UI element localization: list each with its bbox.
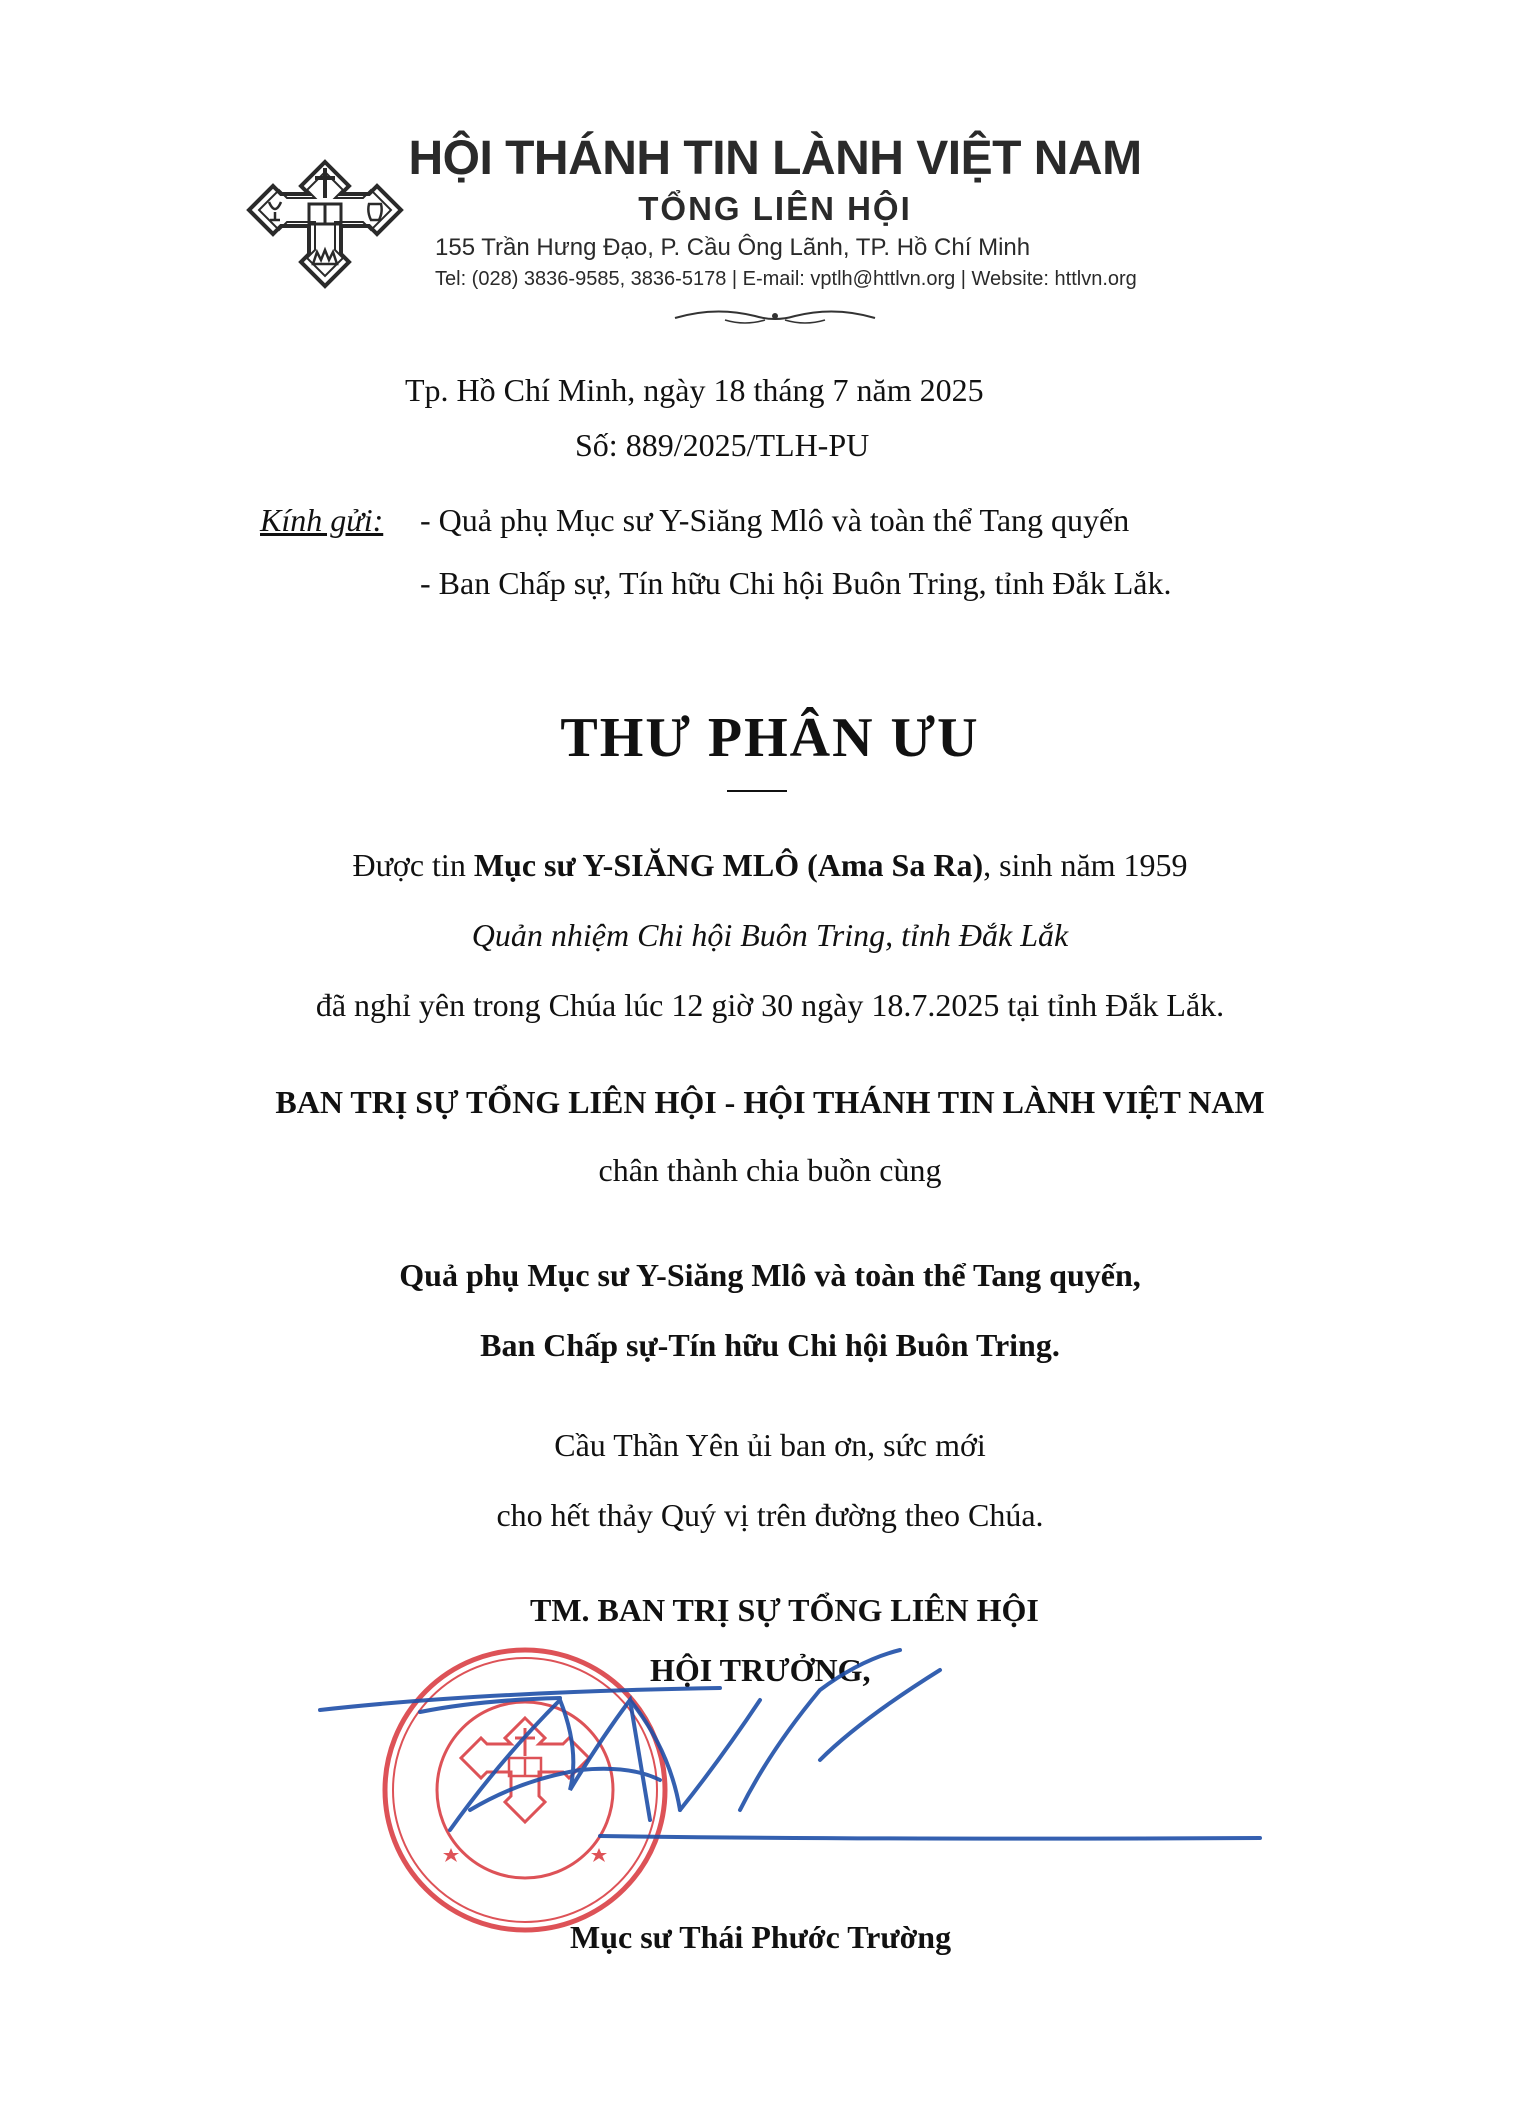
org-contact: Tel: (028) 3836-9585, 3836-5178 | E-mail: vptlh@httlvn.org | Website: httlvn.org	[435, 268, 1137, 290]
kinh-gui-label: Kính gửi:	[260, 502, 384, 538]
letter-date: Tp. Hồ Chí Minh, ngày 18 tháng 7 năm 2025	[405, 372, 984, 408]
board-recipient: Ban Chấp sự-Tín hữu Chi hội Buôn Tring.	[480, 1327, 1060, 1363]
signature-role: HỘI TRƯỞNG,	[650, 1652, 871, 1688]
announcement-line	[0, 845, 1540, 885]
letter-title: THƯ PHÂN ƯU	[560, 707, 980, 769]
prayer-line: cho hết thảy Quý vị trên đường theo Chúa.	[496, 1497, 1044, 1533]
org-address: 155 Trần Hưng Đạo, P. Cầu Ông Lãnh, TP. Hồ Chí Minh	[435, 234, 1031, 261]
org-name: HỘI THÁNH TIN LÀNH VIỆT NAM	[408, 132, 1142, 185]
ornament-divider-icon	[665, 300, 885, 330]
announcement-prefix: Được tin	[352, 847, 474, 883]
condolence-phrase: chân thành chia buồn cùng	[598, 1152, 942, 1188]
org-block	[405, 130, 1145, 294]
signer-name: Mục sư Thái Phước Trường	[570, 1919, 952, 1955]
title-rule-divider	[727, 790, 787, 792]
letterhead	[245, 130, 1145, 330]
announcement-suffix: , sinh năm 1959	[983, 847, 1188, 883]
org-sub-name: TỔNG LIÊN HỘI	[638, 190, 912, 227]
letter-number: Số: 889/2025/TLH-PU	[575, 427, 870, 463]
sender-organization: BAN TRỊ SỰ TỔNG LIÊN HỘI - HỘI THÁNH TIN LÀNH VIỆT NAM	[275, 1084, 1265, 1120]
deceased-position: Quản nhiệm Chi hội Buôn Tring, tỉnh Đắk Lắk	[471, 917, 1069, 953]
deceased-name: Mục sư Y-SIĂNG MLÔ (Ama Sa Ra)	[473, 847, 984, 883]
passing-details: đã nghỉ yên trong Chúa lúc 12 giờ 30 ngày 18.7.2025 tại tỉnh Đắk Lắk.	[315, 987, 1225, 1023]
prayer-line: Cầu Thần Yên ủi ban ơn, sức mới	[554, 1427, 986, 1463]
handwritten-signature	[300, 1640, 1300, 1940]
family-recipient: Quả phụ Mục sư Y-Siăng Mlô và toàn thể Tang quyến,	[399, 1257, 1141, 1293]
recipient-line: - Quả phụ Mục sư Y-Siăng Mlô và toàn thể Tang quyến	[420, 502, 1130, 538]
recipient-line: - Ban Chấp sự, Tín hữu Chi hội Buôn Tring, tỉnh Đắk Lắk.	[420, 565, 1172, 601]
church-cross-emblem-icon	[245, 140, 405, 310]
signature-title: TM. BAN TRỊ SỰ TỔNG LIÊN HỘI	[530, 1592, 1039, 1628]
